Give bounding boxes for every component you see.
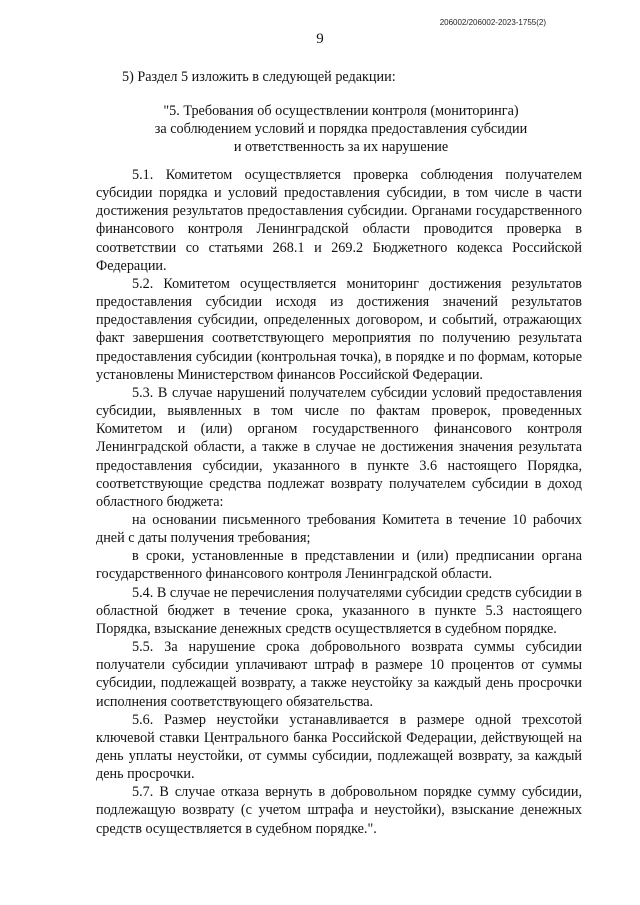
section-heading-line-3: и ответственность за их нарушение xyxy=(233,139,449,155)
document-body xyxy=(96,166,582,838)
paragraph-5-3: 5.3. В случае нарушений получателем субсидии условий предоставления субсидии, выявленных в том числе по фактам проверок, проведенных Комитетом и (или) органом государственного финансового контроля Ленинградской области, а также в случае не достижения значения результата предоставления субсидии, указанного в пункте 3.6 настоящего Порядка, соответствующие средства подлежат возврату получателем субсидии в доход областного бюджета: xyxy=(96,384,582,510)
section-heading-line-1: "5. Требования об осуществлении контроля (мониторинга) xyxy=(163,103,519,119)
paragraph-5-4: 5.4. В случае не перечисления получателями субсидии средств субсидии в областной бюджет в течение срока, указанного в пункте 5.3 настоящего Порядка, взыскание денежных средств осуществляется в судебном порядке. xyxy=(96,584,582,637)
paragraph-5-7: 5.7. В случае отказа вернуть в добровольном порядке сумму субсидии, подлежащую возврату (с учетом штрафа и неустойки), взыскание денежных средств осуществляется в судебном порядке.". xyxy=(96,784,582,837)
amendment-intro: 5) Раздел 5 изложить в следующей редакции: xyxy=(122,69,396,85)
paragraph-5-1: 5.1. Комитетом осуществляется проверка соблюдения получателем субсидии порядка и условий предоставления субсидии, в том числе в части достижения результатов предоставления субсидии. Органами государственного финансового контроля Ленинградской области проводится проверка в соответствии со статьями 268.1 и 269.2 Бюджетного кодекса Российской Федерации. xyxy=(96,167,582,274)
paragraph-5-6: 5.6. Размер неустойки устанавливается в размере одной трехсотой ключевой ставки Центрального банка Российской Федерации, действующей на день уплаты неустойки, от суммы субсидии, подлежащей возврату, за каждый день просрочки. xyxy=(96,711,582,783)
paragraph-5-3-item-1: на основании письменного требования Комитета в течение 10 рабочих дней с даты получения требования; xyxy=(96,511,582,547)
paragraph-5-3-item-2: в сроки, установленные в представлении и (или) предписании органа государственного финансового контроля Ленинградской области. xyxy=(96,548,582,583)
paragraph-5-2: 5.2. Комитетом осуществляется мониторинг достижения результатов предоставления субсидии исходя из достижения значений результатов предоставления субсидии, определенных договором, и событий, отражающих факт завершения соответствующего мероприятия по получению результата предоставления субсидии (контрольная точка), в порядке и по формам, которые установлены Министерством финансов Российской Федерации. xyxy=(96,275,582,383)
section-heading-line-2: за соблюдением условий и порядка предоставления субсидии xyxy=(154,121,528,137)
document-id: 206002/206002-2023-1755(2) xyxy=(439,18,546,27)
page-number: 9 xyxy=(316,31,324,47)
section-heading xyxy=(96,102,586,156)
paragraph-5-5: 5.5. За нарушение срока добровольного возврата суммы субсидии получатели субсидии уплачивают штраф в размере 10 процентов от суммы субсидии, подлежащей возврату, а также неустойку за каждый день просрочки исполнения соответствующего обязательства. xyxy=(96,639,582,710)
